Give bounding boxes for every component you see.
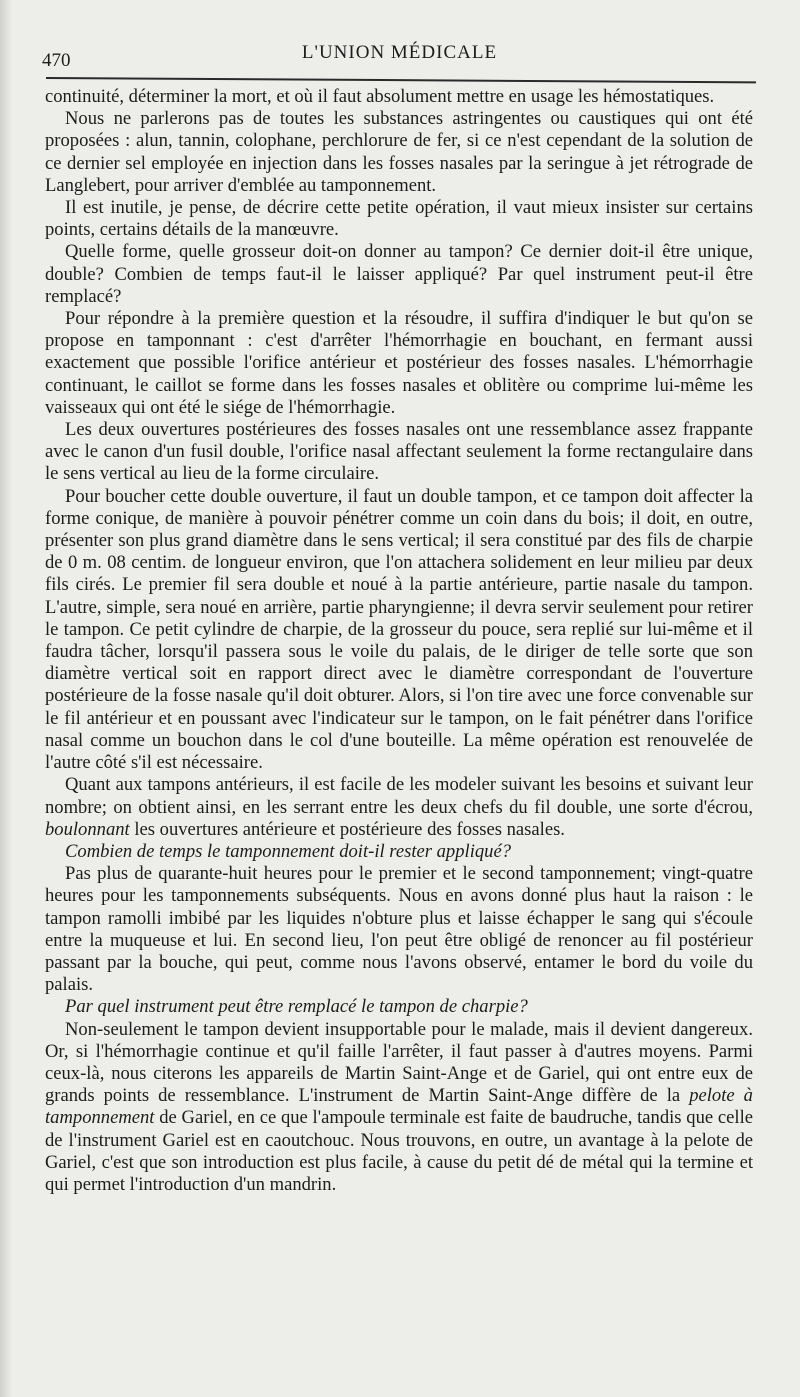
paragraph (45, 774, 753, 841)
text-run: continuité, déterminer la mort, et où il faut absolument mettre en usage les hémostatiques. (45, 86, 715, 107)
text-run: Pas plus de quarante-huit heures pour le premier et le second tamponnement; vingt-quatre heures pour les tamponnements subséquents. Nous en avons donné plus haut la raison : le tampon ramolli imbibé par les liquides n'obture plus et laisse échapper le sang qui s'écoule entre la muqueuse et lui. En second lieu, l'on peut être obligé de renoncer au fil postérieur passant par la bouche, qui peut, comme nous l'avons observé, entamer le bord du voile du palais. (45, 863, 753, 996)
text-run: les ouvertures antérieure et postérieure des fosses nasales. (129, 818, 565, 840)
page-header (42, 42, 757, 82)
paragraph (45, 197, 753, 241)
text-run: Nous ne parlerons pas de toutes les substances astringentes ou caustiques qui ont été proposées : alun, tannin, colophane, perchlorure de fer, si ce n'est cependant de la solution de ce dernier sel employée en injection dans les fosses nasales par la seringue à jet rétrograde de Langlebert, pour arriver d'emblée au tamponnement. (45, 108, 753, 196)
paragraph (45, 108, 753, 197)
paragraph (45, 86, 753, 108)
text-run: Il est inutile, je pense, de décrire cette petite opération, il vaut mieux insister sur certains points, certains détails de la manœuvre. (45, 197, 753, 241)
section-question (45, 841, 753, 863)
text-run: Les deux ouvertures postérieures des fosses nasales ont une ressemblance assez frappante avec le canon d'un fusil double, l'orifice nasal affectant seulement la forme rectangulaire dans le sens vertical au lieu de la forme circulaire. (45, 419, 753, 485)
section-question (45, 996, 753, 1018)
paragraph (45, 486, 753, 775)
paragraph (45, 241, 753, 308)
text-run: Combien de temps le tamponnement doit-il rester appliqué? (65, 840, 512, 862)
text-run: Pour répondre à la première question et la résoudre, il suffira d'indiquer le but qu'on se propose en tamponnant : c'est d'arrêter l'hémorrhagie en bouchant, en fermant aussi exactement que possible l'orifice antérieur et postérieur des fosses nasales. L'hémorrhagie continuant, le caillot se forme dans les fosses nasales et oblitère ou comprime lui-même les vaisseaux qui ont été le siége de l'hémorrhagie. (45, 308, 753, 418)
paragraph (45, 308, 753, 419)
text-run: Quant aux tampons antérieurs, il est facile de les modeler suivant les besoins et suivant leur nombre; on obtient ainsi, en les serrant entre les deux chefs du fil double, une sorte d'écrou, (45, 774, 753, 818)
text-run: Pour boucher cette double ouverture, il faut un double tampon, et ce tampon doit affecter la forme conique, de manière à pouvoir pénétrer comme un coin dans du bois; il doit, en outre, présenter son plus grand diamètre dans le sens vertical; il sera constitué par des fils de charpie de 0 m. 08 centim. de longueur environ, que l'on attachera solidement en leur milieu par deux fils cirés. Le premier fil sera double et noué à la partie antérieure, partie nasale du tampon. L'autre, simple, sera noué en arrière, partie pharyngienne; il devra servir seulement pour retirer le tampon. Ce petit cylindre de charpie, de la grosseur du pouce, sera replié sur lui-même et il faudra tâcher, lorsqu'il passera sous le voile du palais, de le diriger de telle sorte que son diamètre vertical soit en rapport direct avec le diamètre correspondant de l'ouverture postérieure de la fosse nasale qu'il doit obturer. Alors, si l'on tire avec une force convenable sur le fil antérieur et en poussant avec l'indicateur sur le tampon, on le fait pénétrer dans l'orifice nasal comme un bouchon dans le col d'une bouteille. La même opération est renouvelée de l'autre côté s'il est nécessaire. (45, 485, 753, 774)
paragraph (45, 1019, 753, 1197)
page-number: 470 (42, 50, 71, 71)
body-text (45, 86, 753, 1196)
running-title: L'UNION MÉDICALE (301, 42, 498, 63)
text-run: Quelle forme, quelle grosseur doit-on donner au tampon? Ce dernier doit-il être unique, double? Combien de temps faut-il le laisser appliqué? Par quel instrument peut-il être remplacé? (45, 241, 753, 307)
italic-term: pelote à tamponnement (45, 1085, 753, 1129)
paragraph (45, 419, 753, 486)
italic-term: boulonnant (45, 818, 130, 840)
text-run: Non-seulement le tampon devient insupportable pour le malade, mais il devient dangereux. Or, si l'hémorrhagie continue et qu'il faille l'arrêter, il faut passer à d'autres moyens. Parmi ceux-là, nous citerons les appareils de Martin Saint-Ange et de Gariel, qui ont entre eux de grands points de ressemblance. L'instrument de Martin Saint-Ange diffère de la (45, 1018, 753, 1107)
paragraph (45, 863, 753, 996)
text-run: de Gariel, en ce que l'ampoule terminale est faite de baudruche, tandis que celle de l'instrument Gariel est en caoutchouc. Nous trouvons, en outre, un avantage à la pelote de Gariel, c'est que son introduction est plus facile, à cause du petit dé de métal qui la termine et qui permet l'introduction d'un mandrin. (45, 1107, 753, 1195)
text-run: Par quel instrument peut être remplacé le tampon de charpie? (65, 996, 528, 1018)
